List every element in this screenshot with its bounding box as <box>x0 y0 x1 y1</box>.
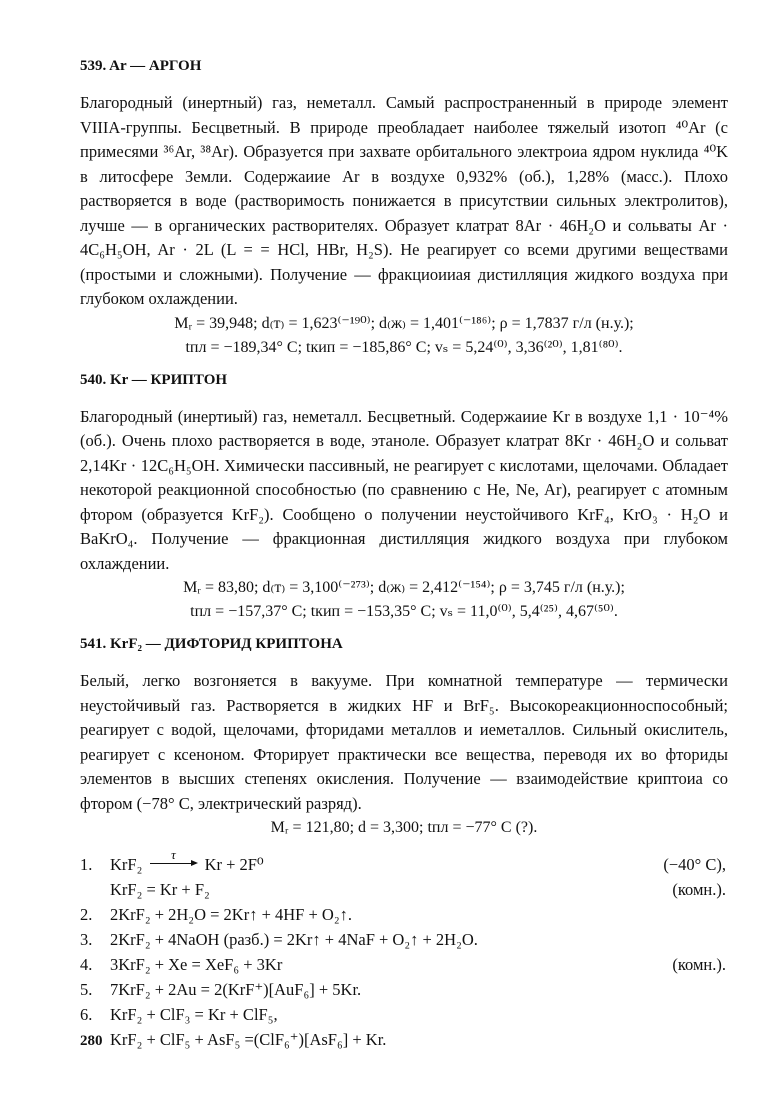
reaction-row <box>80 1002 726 1027</box>
reaction-number: 6. <box>80 1004 93 1024</box>
reaction-number: 2. <box>80 904 93 924</box>
page-number: 280 <box>80 1033 103 1049</box>
reaction-condition <box>636 902 726 927</box>
reaction-rhs: Kr + 2F⁰ <box>204 854 264 874</box>
section-argon <box>80 58 728 360</box>
reaction-number: 3. <box>80 929 93 949</box>
reaction-row <box>80 977 726 1002</box>
reaction-condition: (комн.). <box>672 879 726 899</box>
reaction-condition <box>636 1027 726 1052</box>
properties-line: tпл = −189,34° C; tкип = −185,86° C; vₛ = 5,24⁽⁰⁾, 3,36⁽²⁰⁾, 1,81⁽⁸⁰⁾. <box>185 338 623 356</box>
section-heading: 539. Ar — АРГОН <box>80 58 202 74</box>
properties-line: Mᵣ = 121,80; d = 3,300; tпл = −77° C (?). <box>270 819 538 836</box>
section-paragraph: Благородный (инертиый) газ, неметалл. Бесцветный. Содержаиие Kr в воздухе 1,1 · 10⁻⁴% (об.). Очень плохо растворяется в воде, этаноле. Образует клатрат 8Kr · 46H₂O и сольват 2,14Kr · 12C₆H₅OH. Химически пассивный, не реагирует с кислотами, щелочами. Обладает некоторой реакционной способностью (по сравнению с He, Ne, Ar), реагирует с атомным фтором (образуется KrF₂). Сообщено о получении неустойчивого KrF₄, KrO₃ · H₂O и BaKrO₄. Получение — фракционная дистилляция жидкого воздуха при глубоком охлаждении. <box>80 406 728 573</box>
section-paragraph: Благородный (инертный) газ, неметалл. Самый распространенный в природе элемент VIIIA-группы. Бесцветный. В природе преобладает наиболее тяжелый изотоп ⁴⁰Ar (с примесями ³⁶Ar, ³⁸Ar). Образуется при захвате орбитального электроиа ядром нуклида ⁴⁰K в литосфере Земли. Содержаиие Ar в воздухе 0,932% (об.), 1,28% (масс.). Плохо растворяется в воде (растворимость понижается в присутствии сильных электролитов), лучше — в органических растворителях. Образует клатрат 8Ar · 46H₂O и сольваты Ar · 4C₆H₅OH, Ar · 2L (L = = HCl, HBr, H₂S). Не реагирует со всеми другими веществами (простыми и сложными). Получение — фракциоииая дистилляция жидкого воздуха при глубоком охлаждении. <box>80 93 728 308</box>
reaction-row <box>80 852 726 877</box>
reaction-equation: 7KrF₂ + 2Au = 2(KrF⁺)[AuF₆] + 5Kr. <box>110 979 362 999</box>
properties-line: tпл = −157,37° C; tкип = −153,35° C; vₛ = 11,0⁽⁰⁾, 5,4⁽²⁵⁾, 4,67⁽⁵⁰⁾. <box>190 603 618 620</box>
reaction-equation: 3KrF₂ + Xe = XeF₆ + 3Kr <box>110 954 283 974</box>
reaction-number: 4. <box>80 954 93 974</box>
reaction-equation: KrF₂ = Kr + F₂ <box>110 879 210 899</box>
reaction-arrow-icon <box>150 846 196 864</box>
reaction-equation: KrF₂ + ClF₃ = Kr + ClF₅, <box>110 1004 278 1024</box>
reaction-row <box>80 927 726 952</box>
reaction-condition <box>636 1002 726 1027</box>
reaction-row <box>80 1027 726 1052</box>
properties-block <box>80 312 728 360</box>
reaction-number <box>80 877 110 902</box>
reaction-condition <box>636 927 726 952</box>
reaction-condition: (комн.). <box>672 954 726 974</box>
reaction-condition <box>636 977 726 1002</box>
section-paragraph: Белый, легко возгоняется в вакууме. При комнатной температуре — термически неустойчивый газ. Растворяется в жидких HF и BrF₅. Высокореакционноспособный; реагирует с водой, щелочами, фторидами металлов и иеметаллов. Сильный окислитель, реагирует с ксеноном. Фторирует практически все вещества, переводя их во фториды элементов в высших степенях окисления. Получение — взаимодействие криптоиа со фтором (−78° C, электрический разряд). <box>80 671 728 813</box>
section-heading: 541. KrF₂ — ДИФТОРИД КРИПТОНА <box>80 636 343 652</box>
properties-block <box>80 816 728 840</box>
reaction-number: 1. <box>80 854 93 874</box>
properties-line: Mᵣ = 83,80; d₍т₎ = 3,100⁽⁻²⁷³⁾; d₍ж₎ = 2,412⁽⁻¹⁵⁴⁾; ρ = 3,745 г/л (н.у.); <box>183 579 625 596</box>
section-heading: 540. Kr — КРИПТОН <box>80 371 228 388</box>
reaction-row <box>80 952 726 977</box>
arrow-label: τ <box>171 846 176 862</box>
reaction-row <box>80 902 726 927</box>
reaction-equation <box>110 846 636 877</box>
reaction-number: 5. <box>80 979 93 999</box>
reactions-list <box>80 846 726 1052</box>
reaction-equation: KrF₂ + ClF₅ + AsF₅ =(ClF₆⁺)[AsF₆] + Kr. <box>110 1029 387 1049</box>
section-krypton-difluoride <box>80 636 728 840</box>
properties-line: Mᵣ = 39,948; d₍т₎ = 1,623⁽⁻¹⁹⁰⁾; d₍ж₎ = 1,401⁽⁻¹⁸⁶⁾; ρ = 1,7837 г/л (н.у.); <box>174 314 634 332</box>
reaction-condition: (−40° C), <box>663 854 726 874</box>
reaction-lhs: KrF₂ <box>110 854 143 874</box>
properties-block <box>80 576 728 624</box>
reaction-row <box>80 877 726 902</box>
reaction-equation: 2KrF₂ + 2H₂O = 2Kr↑ + 4HF + O₂↑. <box>110 904 352 924</box>
section-krypton <box>80 372 728 625</box>
reaction-equation: 2KrF₂ + 4NaOH (разб.) = 2Kr↑ + 4NaF + O₂↑ + 2H₂O. <box>110 929 478 949</box>
